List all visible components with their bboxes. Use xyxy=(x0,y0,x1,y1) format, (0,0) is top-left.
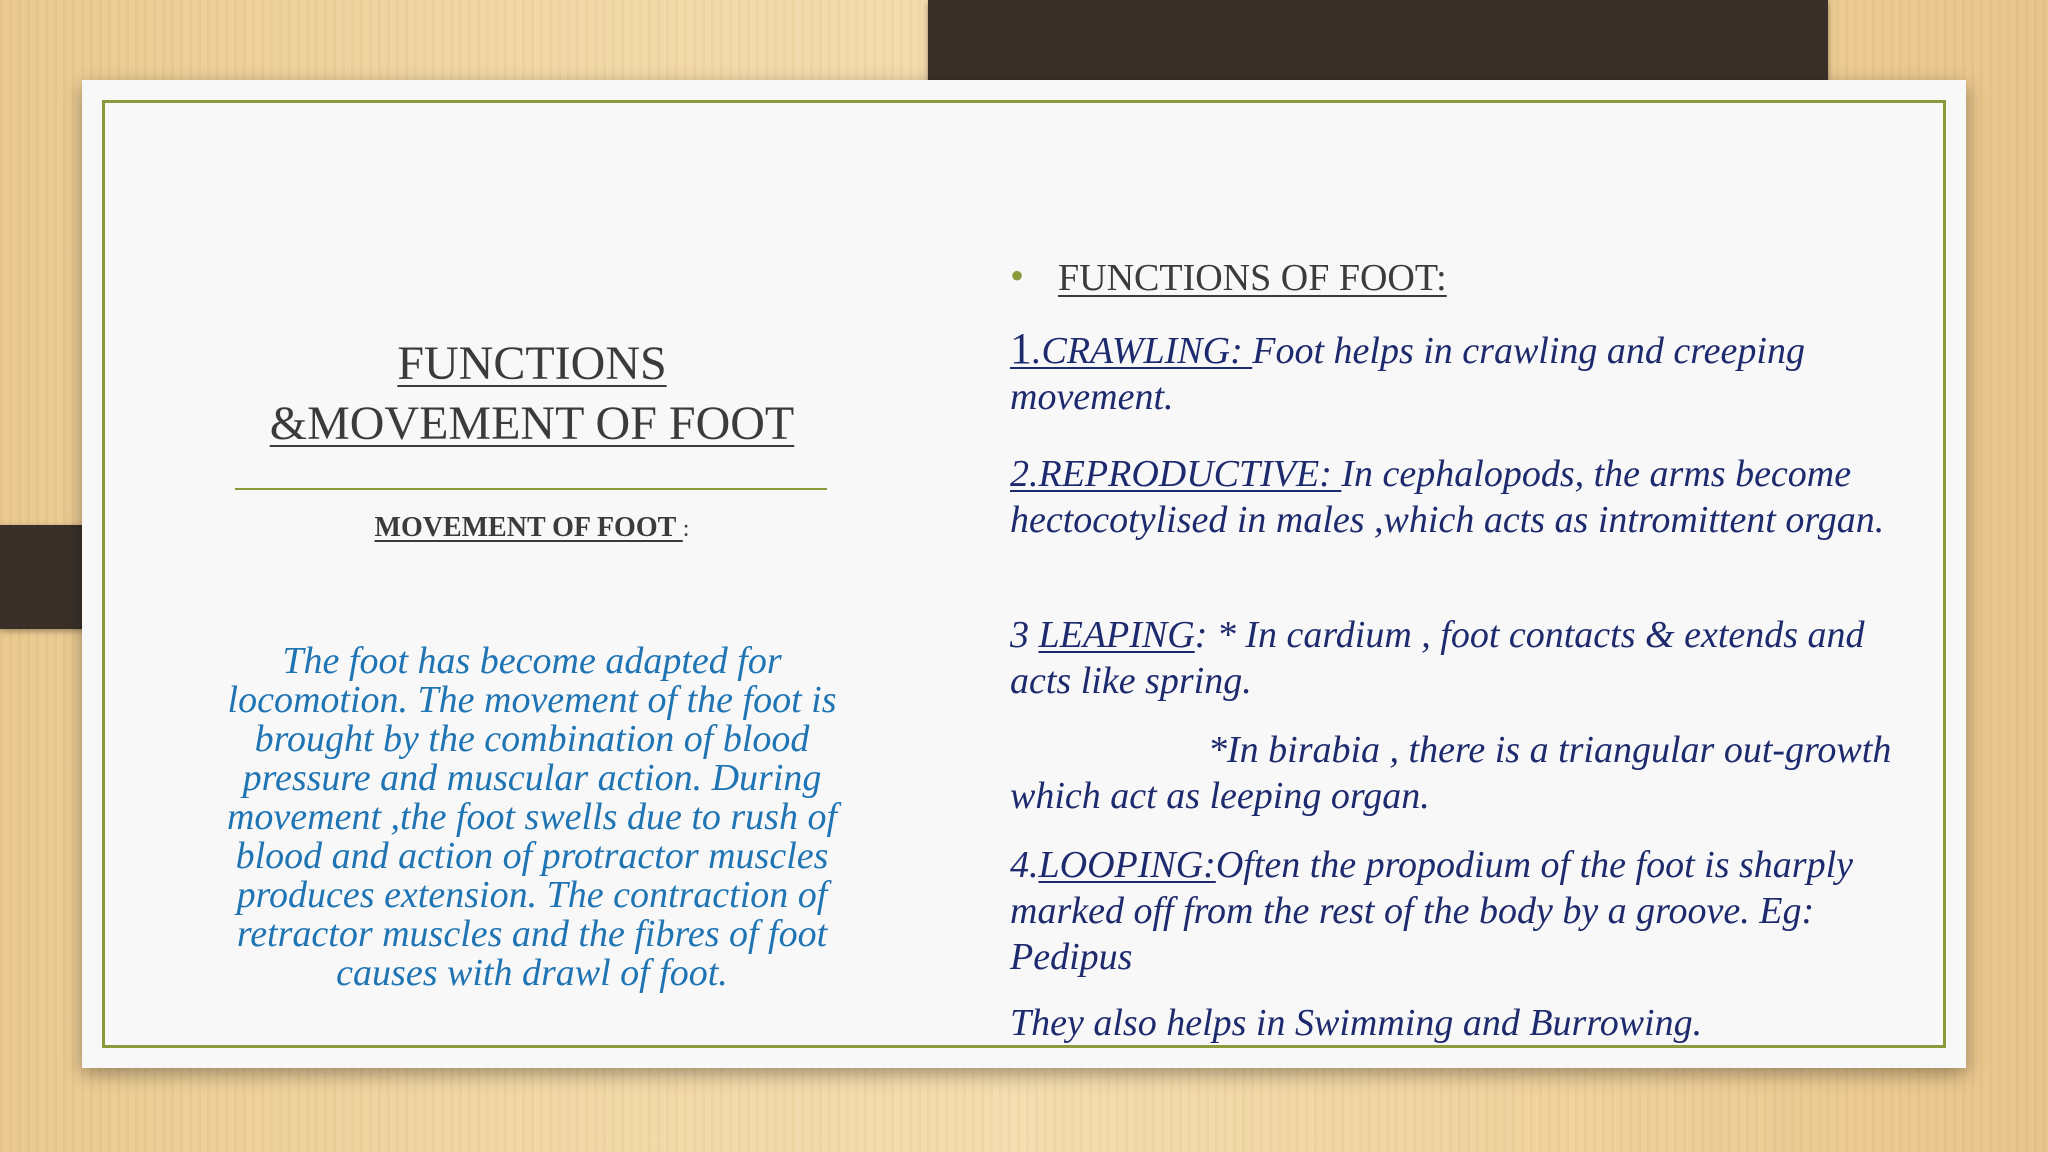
closing-statement: They also helps in Swimming and Burrowing. xyxy=(1010,1002,1703,1044)
function-item-reproductive xyxy=(1010,451,1910,543)
looping-label: LOOPING: xyxy=(1038,844,1216,886)
movement-subtitle-label: MOVEMENT OF FOOT xyxy=(374,512,683,543)
functions-heading: FUNCTIONS OF FOOT: xyxy=(1058,257,1447,299)
function-item-crawling xyxy=(1010,326,1910,420)
function-item-looping: 4.LOOPING:Often the propodium of the foot is sharply marked off from the rest of the body by a groove. Eg: Pedipus xyxy=(1010,844,1853,978)
looping-text: Often the propodium of the foot is sharply marked off from the rest of the body by a groove. Eg: Pedipus xyxy=(1010,844,1853,978)
leaping-label: LEAPING xyxy=(1038,614,1195,656)
birabia-text: *In birabia , there is a triangular out-growth which act as leeping organ. xyxy=(1010,729,1892,817)
leaping-text: : * In cardium , foot contacts & extends and acts like spring. xyxy=(1010,614,1865,702)
title-line-1: FUNCTIONS xyxy=(397,337,667,390)
crawling-text: Foot helps in crawling and creeping movement. xyxy=(1010,330,1805,418)
reproductive-text: In cephalopods, the arms become hectocotylised in males ,which acts as intromittent organ. xyxy=(1010,453,1885,541)
slide-card xyxy=(82,80,1966,1068)
bullet-icon: • xyxy=(1010,253,1025,298)
slide-title xyxy=(222,334,842,454)
movement-subtitle xyxy=(222,512,842,544)
title-line-2: &MOVEMENT OF FOOT xyxy=(269,397,795,450)
crawling-label: 1.CRAWLING: xyxy=(1010,324,1253,373)
movement-description: The foot has become adapted for locomotion. The movement of the foot is brought by the combination of blood pressure and muscular action. During movement ,the foot swells due to rush of blood and action of protractor muscles produces extension. The contraction of retractor muscles and the fibres of foot causes with drawl of foot. xyxy=(226,640,838,994)
function-item-leaping: 3 LEAPING: * In cardium , foot contacts & extends and acts like spring. xyxy=(1010,614,1865,702)
movement-subtitle-colon: : xyxy=(682,516,690,542)
crawling-number: 1 xyxy=(1010,324,1032,373)
title-divider xyxy=(235,488,827,490)
reproductive-label: 2.REPRODUCTIVE: xyxy=(1010,453,1342,495)
function-item-leaping-birabia xyxy=(1010,727,1910,819)
